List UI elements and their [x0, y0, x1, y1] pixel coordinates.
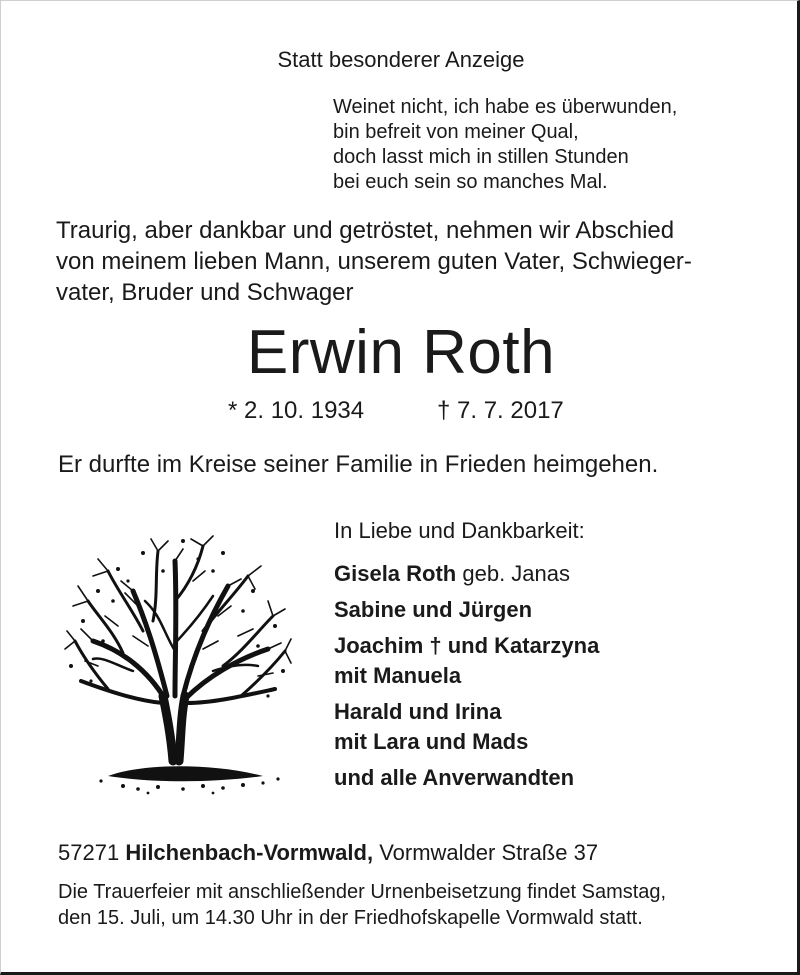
mourner-entry: [334, 763, 599, 793]
mourner-entry: [334, 697, 599, 757]
mourner-name: Sabine und Jürgen: [334, 597, 533, 622]
mourners-list: [334, 559, 599, 799]
poem-line: doch lasst mich in stillen Stunden: [333, 146, 629, 168]
funeral-notice: [58, 879, 666, 931]
header-line: Statt besonderer Anzeige: [277, 47, 525, 72]
intro-text: [56, 215, 692, 308]
mourner-name: Gisela Roth: [334, 561, 457, 586]
intro-line: Traurig, aber dankbar und getröstet, nehmen wir Abschied: [56, 217, 675, 244]
mourner-name: mit Lara und Mads: [334, 729, 529, 754]
address-line: [58, 840, 598, 866]
notice-line: Die Trauerfeier mit anschließender Urnenbeisetzung findet Samstag,: [58, 881, 667, 903]
poem-line: Weinet nicht, ich habe es überwunden,: [333, 96, 678, 118]
statement-line: Er durfte im Kreise seiner Familie in Frieden heimgehen.: [58, 451, 659, 478]
mourner-entry: [334, 631, 599, 691]
intro-line: vater, Bruder und Schwager: [56, 279, 354, 306]
deceased-name: Erwin Roth: [246, 318, 556, 387]
postcode: 57271: [58, 840, 120, 865]
maiden-name: geb. Janas: [462, 561, 571, 586]
mourner-name: Harald und Irina: [334, 699, 502, 724]
notice-line: den 15. Juli, um 14.30 Uhr in der Friedhofskapelle Vormwald statt.: [58, 907, 643, 929]
mourner-name: mit Manuela: [334, 663, 462, 688]
tree-icon: [63, 531, 293, 796]
mourner-entry: [334, 595, 599, 625]
mourner-name: Joachim † und Katarzyna: [334, 633, 600, 658]
death-date: † 7. 7. 2017: [437, 397, 564, 424]
birth-date: * 2. 10. 1934: [228, 397, 365, 424]
poem-line: bin befreit von meiner Qual,: [333, 121, 579, 143]
mourner-name: und alle Anverwandten: [334, 765, 575, 790]
poem: [333, 95, 677, 195]
intro-line: von meinem lieben Mann, unserem guten Vater, Schwieger-: [56, 248, 692, 275]
city: Hilchenbach-Vormwald,: [125, 840, 374, 865]
mourner-entry: [334, 559, 599, 589]
street: Vormwalder Straße 37: [379, 840, 599, 865]
poem-line: bei euch sein so manches Mal.: [333, 171, 608, 193]
thanks-line: In Liebe und Dankbarkeit:: [334, 518, 585, 543]
